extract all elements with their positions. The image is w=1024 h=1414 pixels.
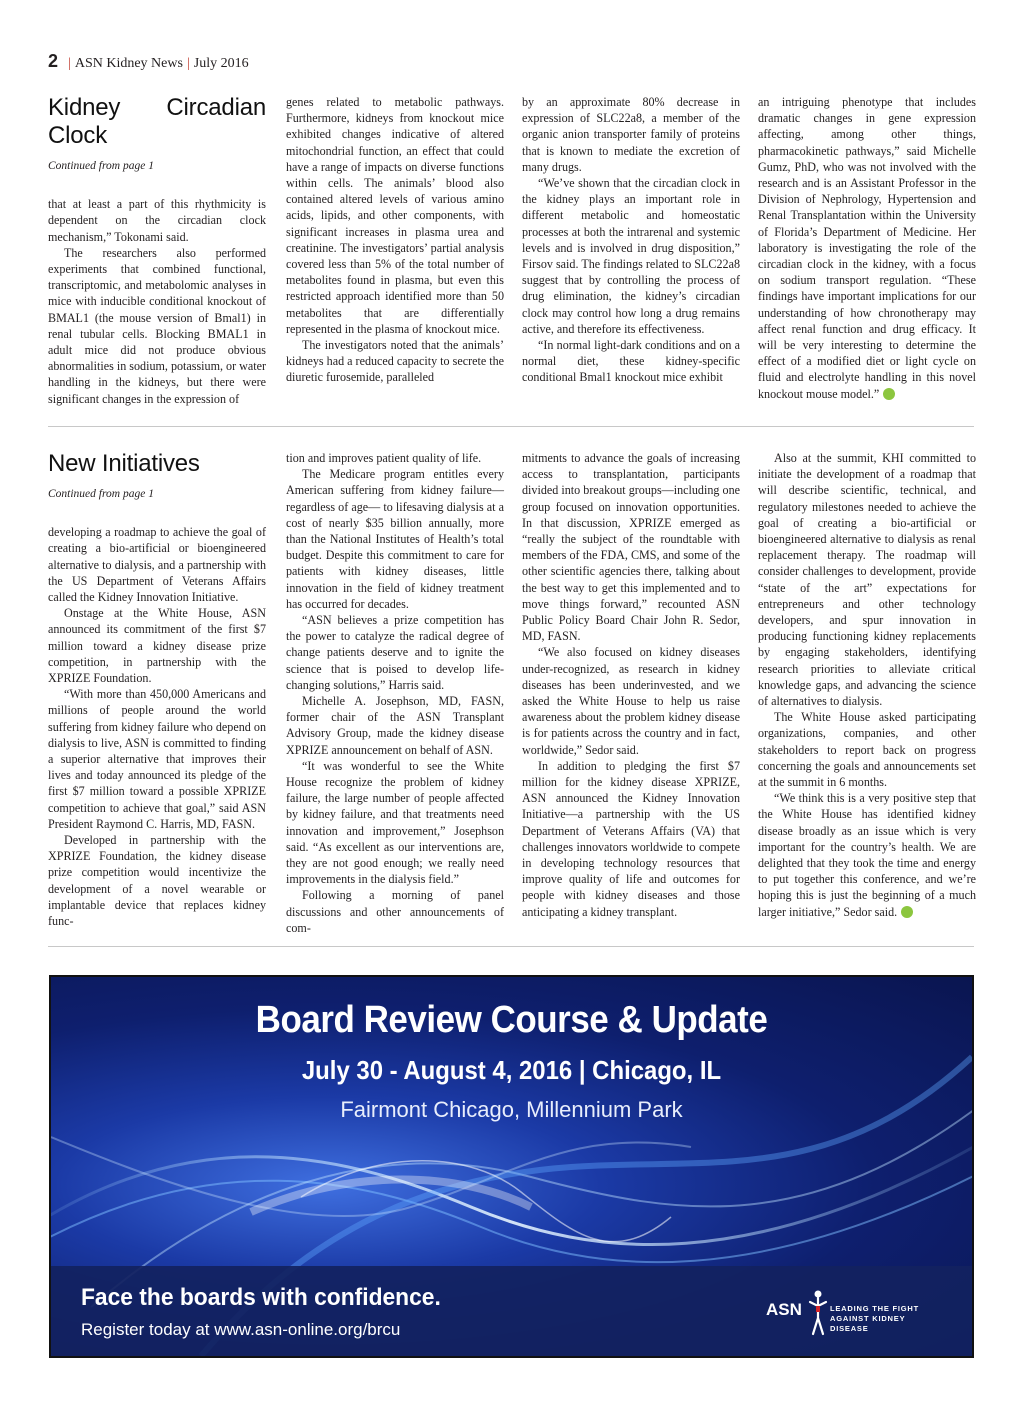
logo-tagline-line: LEADING THE FIGHT [830, 1304, 920, 1313]
section-divider [48, 946, 974, 947]
board-review-ad[interactable] [49, 975, 974, 1358]
end-mark-icon [901, 906, 913, 918]
paragraph: developing a roadmap to achieve the goal of creating a bio-artificial or bioengineered alternative to dialysis, and a partnership with the US Department of Veterans Affairs called the Kidney Innovation Initiative. [48, 525, 266, 605]
paragraph: Also at the summit, KHI committed to initiate the development of a roadmap that will describe scientific, technical, and regulatory milestones needed to achieve the goal of creating a bio-artificial or bioengineered alternative to dialysis as renal replacement therapy. The roadmap will consider challenges to development, provide “state of the art” expectations for entrepreneurs and other technology developers, and spur innovation in producing functioning kidney replacements by engaging stakeholders, identifying research priorities to alleviate critical knowledge gaps, and advancing the science of alternatives to dialysis. [758, 451, 976, 709]
article-kidney-circadian-clock [48, 94, 974, 412]
article-headline: New Initiatives [48, 450, 200, 477]
ad-register-link[interactable]: Register today at www.asn-online.org/brcu [81, 1320, 401, 1339]
paragraph-text: an intriguing phenotype that includes dramatic changes in gene expression affecting, among other things, pharmacokinetic pathways,” said Michelle Gumz, PhD, who was not involved with the research and is an Assistant Professor in the Division of Nephrology, Hypertension and Renal Transplantation within the University of Florida’s Department of Medicine. Her laboratory is investigating the role of the circadian clock in the kidney, with a focus on sodium transport regulation. “These findings have important implications for our understanding of how chronotherapy may affect renal function and drug efficacy. It will be very interesting to determine the effect of a modified diet or light cycle on fluid and electrolyte handling in this novel knockout mouse model.” [758, 95, 976, 401]
article-column [286, 450, 504, 936]
human-figure-icon [808, 1288, 828, 1338]
article-column [522, 94, 740, 412]
article-column [48, 450, 266, 936]
issue-date: July 2016 [193, 56, 249, 71]
article-new-initiatives [48, 450, 974, 936]
publication-name: ASN Kidney News [74, 56, 183, 71]
separator: | [186, 56, 190, 71]
paragraph: The researchers also performed experiments that combined functional, transcriptomic, and metabolomic analyses in mice with inducible conditional knockout of BMAL1 (the mouse version of Bmal1) in renal tubular cells. Blocking BMAL1 in adult mice did not produce obvious abnormalities in sodium, potassium, or water handling in the kidneys, but there were significant changes in the expression of [48, 245, 266, 406]
paragraph-text: “We think this is a very positive step that the White House has identified kidney disease broadly as an issue which is very important for the country’s health. We are delighted that they took the time and energy to put together this conference, and we’re hoping this is just the beginning of a much larger initiative,” Sedor said. [758, 791, 976, 919]
paragraph: “We’ve shown that the circadian clock in the kidney plays an important role in different metabolic and homeostatic processes at both the intrarenal and systemic levels and is involved in drug disposition,” Firsov said. The findings related to SLC22a8 suggest that by controlling the process of drug elimination, the kidney’s circadian clock may control how long a drug remains active, and therefore its effectiveness. [522, 176, 740, 336]
article-column [48, 94, 266, 412]
ad-footer-band [51, 1266, 972, 1356]
paragraph: Developed in partnership with the XPRIZE Foundation, the kidney disease prize competition would incentivize the development of a novel wearable or implantable device that replaces kidney func- [48, 833, 266, 929]
paragraph: “With more than 450,000 Americans and millions of people around the world suffering from kidney failure who depend on dialysis to live, ASN is committed to finding a superior alternative that improves their lives and today announced its pledge of the first $7 million toward a possible XPRIZE competition to achieve that goal,” said ASN President Raymond C. Harris, MD, FASN. [48, 687, 266, 831]
asn-logo-text: ASN [766, 1300, 802, 1319]
paragraph: The Medicare program entitles every American suffering from kidney failure—regardless of age— to lifesaving dialysis at a cost of nearly $35 billion annually, more than the National Institutes of Health’s total budget. Despite this commitment to care for patients with kidney diseases, little innovation in the field of kidney treatment has occurred for decades. [286, 467, 504, 611]
paragraph: The investigators noted that the animals’ kidneys had a reduced capacity to secrete the diuretic furosemide, paralleled [286, 338, 504, 385]
paragraph: “In normal light-dark conditions and on a normal diet, these kidney-specific conditional Bmal1 knockout mice exhibit [522, 338, 740, 385]
paragraph: Michelle A. Josephson, MD, FASN, former chair of the ASN Transplant Advisory Group, made the kidney disease XPRIZE announcement on behalf of ASN. [286, 694, 504, 757]
article-column [522, 450, 740, 936]
asn-logo [766, 1288, 946, 1338]
paragraph: Following a morning of panel discussions and other announcements of com- [286, 888, 504, 935]
paragraph: that at least a part of this rhythmicity is dependent on the circadian clock mechanism,” Tokonami said. [48, 197, 266, 244]
running-head [48, 51, 249, 72]
paragraph: mitments to advance the goals of increasing access to transplantation, participants divided into breakout groups—including one group focused on innovation opportunities. In that discussion, XPRIZE emerged as “really the subject of the roundtable with members of the FDA, CMS, and some of the other scientific agencies there, talking about the best way to get this implemented and to move things forward,” recounted ASN Public Policy Board Chair John R. Sedor, MD, FASN. [522, 451, 740, 644]
page-number: 2 [48, 51, 59, 71]
ad-title: Board Review Course & Update [255, 999, 768, 1041]
continued-note: Continued from page 1 [48, 488, 154, 500]
paragraph: “It was wonderful to see the White House recognize the problem of kidney failure, the large number of people affected by kidney failure, and that treatments need innovation and improvement,” Josephson said. “As excellent as our interventions are, they are not good enough; we really need improvements in the dialysis field.” [286, 758, 504, 887]
continued-note: Continued from page 1 [48, 160, 154, 172]
ad-venue: Fairmont Chicago, Millennium Park [340, 1097, 683, 1122]
article-column [758, 450, 976, 936]
end-mark-icon [883, 388, 895, 400]
paragraph: genes related to metabolic pathways. Furthermore, kidneys from knockout mice exhibited changes indicative of altered mitochondrial function, an effect that could have a range of impacts on diverse functions within cells. The animals’ blood also contained altered levels of various amino acids, lipids, and other components, with significant increases in plasma urea and creatinine. The investigators’ partial analysis covered less than 5% of the total number of metabolites found in plasma, but even this restricted approach identified more than 50 metabolites that are differentially represented in the plasma of knockout mice. [286, 95, 504, 336]
paragraph: tion and improves patient quality of life. [286, 451, 482, 465]
paragraph: Onstage at the White House, ASN announced its commitment of the first $7 million toward a kidney disease prize competition, in partnership with the XPRIZE Foundation. [48, 606, 266, 686]
logo-tagline-line: AGAINST KIDNEY DISEASE [830, 1314, 906, 1333]
paragraph: The White House asked participating organizations, companies, and other stakeholders to report back on progress concerning the goals and announcements set at the summit in 6 months. [758, 710, 976, 790]
paragraph: “ASN believes a prize competition has the power to catalyze the radical degree of change patients deserve and to ignite the science that is poised to develop life-changing solutions,” Harris said. [286, 613, 504, 692]
paragraph [758, 790, 976, 920]
paragraph: by an approximate 80% decrease in expression of SLC22a8, a member of the organic anion transporter family of proteins that is known to mediate the excretion of many drugs. [522, 95, 740, 174]
section-divider [48, 426, 974, 427]
ad-tagline: Face the boards with confidence. [81, 1284, 441, 1311]
article-column [758, 94, 976, 412]
article-column [286, 94, 504, 412]
separator: | [68, 56, 71, 71]
asn-logo-tagline [830, 1304, 946, 1334]
ad-dates: July 30 - August 4, 2016 | Chicago, IL [301, 1055, 722, 1085]
paragraph [758, 94, 976, 402]
article-headline: Kidney Circadian Clock [48, 94, 266, 149]
paragraph: In addition to pledging the first $7 million for the kidney disease XPRIZE, ASN announced the Kidney Innovation Initiative—a partnership with the US Department of Veterans Affairs (VA) that challenges innovators worldwide to compete in developing technology resources that improve quality of life and outcomes for people with kidney diseases and those anticipating a kidney transplant. [522, 758, 740, 919]
paragraph: “We also focused on kidney diseases under-recognized, as research in kidney diseases has been underinvested, and we asked the White House to help us raise awareness about the problem kidney disease is for patients across the country and in fact, worldwide,” Sedor said. [522, 645, 740, 757]
